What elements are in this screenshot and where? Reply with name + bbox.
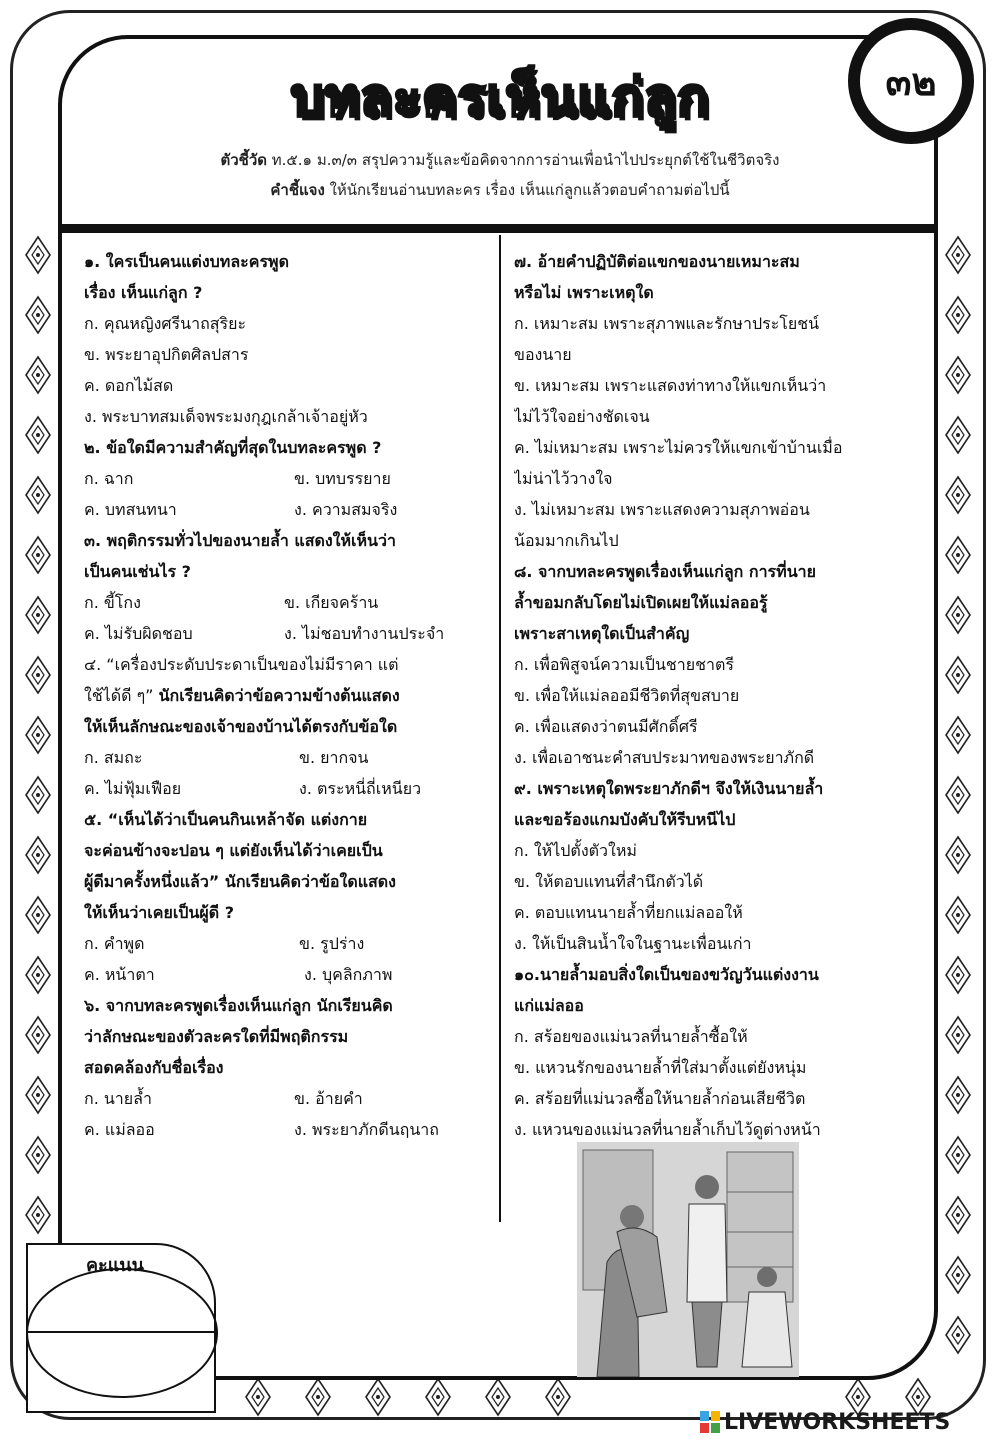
scene-illustration-drawing xyxy=(577,1142,799,1377)
option-choice[interactable]: ข. ให้ตอบแทนที่สำนึกตัวได้ xyxy=(514,872,704,891)
option-pair xyxy=(84,618,494,649)
option-continuation: ไม่น่าไว้วางใจ xyxy=(514,469,613,488)
direction-text: ให้นักเรียนอ่านบทละคร เรื่อง เห็นแก่ลูกแล้วตอบคำถามต่อไปนี้ xyxy=(329,181,730,199)
question-3-line: เป็นคนเช่นไร ? xyxy=(84,562,191,581)
option-continuation: ของนาย xyxy=(514,345,572,364)
option-choice[interactable]: ก. สมถะ xyxy=(84,748,143,767)
option-pair xyxy=(84,1083,494,1114)
option-choice[interactable]: ง. แหวนของแม่นวลที่นายล้ำเก็บไว้ดูต่างหน้า xyxy=(514,1120,821,1139)
question-10-line: ๑๐.นายล้ำมอบสิ่งใดเป็นของขวัญวันแต่งงาน xyxy=(514,965,819,984)
option-pair xyxy=(84,959,494,990)
indicator-line xyxy=(80,148,920,172)
option-choice[interactable]: ค. บทสนทนา xyxy=(84,500,177,519)
option-choice[interactable]: ง. พระบาทสมเด็จพระมงกุฎเกล้าเจ้าอยู่หัว xyxy=(84,407,368,426)
option-choice[interactable]: ง. ไม่เหมาะสม เพราะแสดงความสุภาพอ่อน xyxy=(514,500,810,519)
option-choice[interactable]: ก. ขี้โกง xyxy=(84,593,141,612)
question-2-line: ๒. ข้อใดมีความสำคัญที่สุดในบทละครพูด ? xyxy=(84,438,382,457)
question-1-line: ๑. ใครเป็นคนแต่งบทละครพูด xyxy=(84,252,289,271)
score-divider xyxy=(26,1331,216,1333)
option-choice[interactable]: ง. บุคลิกภาพ xyxy=(304,965,393,984)
quote-fragment: ใช้ได้ดี ๆ” xyxy=(84,686,154,705)
question-7-line: หรือไม่ เพราะเหตุใด xyxy=(514,283,654,302)
question-4-line: ให้เห็นลักษณะของเจ้าของบ้านได้ตรงกับข้อใด xyxy=(84,717,398,736)
worksheet-title: บทละครเห็นแก่ลูก xyxy=(290,68,710,128)
option-choice[interactable]: ก. ฉาก xyxy=(84,469,134,488)
option-choice[interactable]: ค. ตอบแทนนายล้ำที่ยกแม่ลออให้ xyxy=(514,903,743,922)
question-8-line: ๘. จากบทละครพูดเรื่องเห็นแก่ลูก การที่นาย xyxy=(514,562,816,581)
option-pair xyxy=(84,587,494,618)
indicator-text: ท.๕.๑ ม.๓/๓ สรุปความรู้และข้อคิดจากการอ่านเพื่อนำไปประยุกต์ใช้ในชีวิตจริง xyxy=(271,151,780,169)
option-choice[interactable]: ข. อ้ายคำ xyxy=(294,1089,363,1108)
question-4-bold: นักเรียนคิดว่าข้อความข้างต้นแสดง xyxy=(158,686,400,705)
option-pair xyxy=(84,494,494,525)
option-choice[interactable]: ง. ไม่ชอบทำงานประจำ xyxy=(284,624,445,643)
option-choice[interactable]: ข. เกียจคร้าน xyxy=(284,593,379,612)
question-4-line xyxy=(84,680,494,711)
option-choice[interactable]: ข. พระยาอุปกิตศิลปสาร xyxy=(84,345,249,364)
option-choice[interactable]: ข. เหมาะสม เพราะแสดงท่าทางให้แขกเห็นว่า xyxy=(514,376,827,395)
question-5-line: ๕. “เห็นได้ว่าเป็นคนกินเหล้าจัด แต่งกาย xyxy=(84,810,368,829)
question-5-line: ให้เห็นว่าเคยเป็นผู้ดี ? xyxy=(84,903,235,922)
direction-label: คำชี้แจง xyxy=(270,181,325,199)
question-7-line: ๗. อ้ายคำปฏิบัติต่อแขกของนายเหมาะสม xyxy=(514,252,800,271)
option-choice[interactable]: ค. หน้าตา xyxy=(84,965,155,984)
question-10-line: แก่แม่ลออ xyxy=(514,996,584,1015)
question-5-line: ผู้ดีมาครั้งหนึ่งแล้ว” นักเรียนคิดว่าข้อใดแสดง xyxy=(84,872,396,891)
option-choice[interactable]: ก. คุณหญิงศรีนาถสุริยะ xyxy=(84,314,247,333)
option-choice[interactable]: ง. พระยาภักดีนฤนาถ xyxy=(294,1120,439,1139)
question-3-line: ๓. พฤติกรรมทั่วไปของนายล้ำ แสดงให้เห็นว่า xyxy=(84,531,396,550)
question-8-line: ล้ำขอมกลับโดยไม่เปิดเผยให้แม่ลออรู้ xyxy=(514,593,768,612)
option-choice[interactable]: ค. ไม่รับผิดชอบ xyxy=(84,624,193,643)
option-continuation: น้อมมากเกินไป xyxy=(514,531,619,550)
question-1-line: เรื่อง เห็นแก่ลูก ? xyxy=(84,283,203,302)
option-choice[interactable]: ง. ความสมจริง xyxy=(294,500,398,519)
option-choice[interactable]: ก. คำพูด xyxy=(84,934,145,953)
option-choice[interactable]: ง. ตระหนี่ถี่เหนียว xyxy=(299,779,422,798)
option-choice[interactable]: ข. แหวนรักของนายล้ำที่ใส่มาตั้งแต่ยังหนุ่ม xyxy=(514,1058,807,1077)
option-choice[interactable]: ค. ดอกไม้สด xyxy=(84,376,174,395)
scene-illustration xyxy=(577,1142,799,1377)
option-choice[interactable]: ก. เหมาะสม เพราะสุภาพและรักษาประโยชน์ xyxy=(514,314,820,333)
option-choice[interactable]: ก. เพื่อพิสูจน์ความเป็นชายชาตรี xyxy=(514,655,734,674)
page-number-badge: ๓๒ xyxy=(848,18,974,144)
question-6-line: ว่าลักษณะของตัวละครใดที่มีพฤติกรรม xyxy=(84,1027,349,1046)
option-choice[interactable]: ค. ไม่ฟุ้มเฟือย xyxy=(84,779,182,798)
option-choice[interactable]: ก. ให้ไปตั้งตัวใหม่ xyxy=(514,841,637,860)
option-choice[interactable]: ข. เพื่อให้แม่ลออมีชีวิตที่สุขสบาย xyxy=(514,686,740,705)
option-pair xyxy=(84,773,494,804)
option-choice[interactable]: ค. แม่ลออ xyxy=(84,1120,155,1139)
score-label: คะแนน xyxy=(86,1255,144,1276)
column-divider xyxy=(499,235,501,1222)
option-pair xyxy=(84,742,494,773)
liveworksheets-icon xyxy=(700,1411,720,1433)
option-choice[interactable]: ค. เพื่อแสดงว่าตนมีศักดิ์ศรี xyxy=(514,717,698,736)
option-choice[interactable]: ข. ยากจน xyxy=(299,748,369,767)
option-choice[interactable]: ข. บทบรรยาย xyxy=(294,469,391,488)
left-column xyxy=(84,246,494,1145)
indicator-label: ตัวชี้วัด xyxy=(220,151,267,169)
question-6-line: สอดคล้องกับชื่อเรื่อง xyxy=(84,1058,224,1077)
option-pair xyxy=(84,928,494,959)
question-6-line: ๖. จากบทละครพูดเรื่องเห็นแก่ลูก นักเรียนคิด xyxy=(84,996,393,1015)
brand-text: LIVEWORKSHEETS xyxy=(724,1410,951,1435)
right-column xyxy=(514,246,924,1145)
option-continuation: ไม่ไว้ใจอย่างชัดเจน xyxy=(514,407,650,426)
question-9-line: ๙. เพราะเหตุใดพระยาภักดีฯ จึงให้เงินนายล้ำ xyxy=(514,779,824,798)
option-choice[interactable]: ก. นายล้ำ xyxy=(84,1089,152,1108)
question-4-line: ๔. “เครื่องประดับประดาเป็นของไม่มีราคา แต่ xyxy=(84,655,399,674)
question-8-line: เพราะสาเหตุใดเป็นสำคัญ xyxy=(514,624,690,643)
option-choice[interactable]: ก. สร้อยของแม่นวลที่นายล้ำซื้อให้ xyxy=(514,1027,748,1046)
option-choice[interactable]: ง. เพื่อเอาชนะคำสบประมาทของพระยาภักดี xyxy=(514,748,815,767)
option-pair xyxy=(84,1114,494,1145)
question-5-line: จะค่อนข้างจะปอน ๆ แต่ยังเห็นได้ว่าเคยเป็น xyxy=(84,841,383,860)
header-rule xyxy=(62,224,934,233)
option-pair xyxy=(84,463,494,494)
question-9-line: และขอร้องแกมบังคับให้รีบหนีไป xyxy=(514,810,736,829)
option-choice[interactable]: ค. สร้อยที่แม่นวลซื้อให้นายล้ำก่อนเสียชีวิต xyxy=(514,1089,806,1108)
direction-line xyxy=(80,178,920,202)
option-choice[interactable]: ข. รูปร่าง xyxy=(299,934,365,953)
score-circle xyxy=(26,1268,218,1398)
option-choice[interactable]: ง. ให้เป็นสินน้ำใจในฐานะเพื่อนเก่า xyxy=(514,934,752,953)
option-choice[interactable]: ค. ไม่เหมาะสม เพราะไม่ควรให้แขกเข้าบ้านเมื่อ xyxy=(514,438,843,457)
liveworksheets-logo xyxy=(700,1410,950,1435)
